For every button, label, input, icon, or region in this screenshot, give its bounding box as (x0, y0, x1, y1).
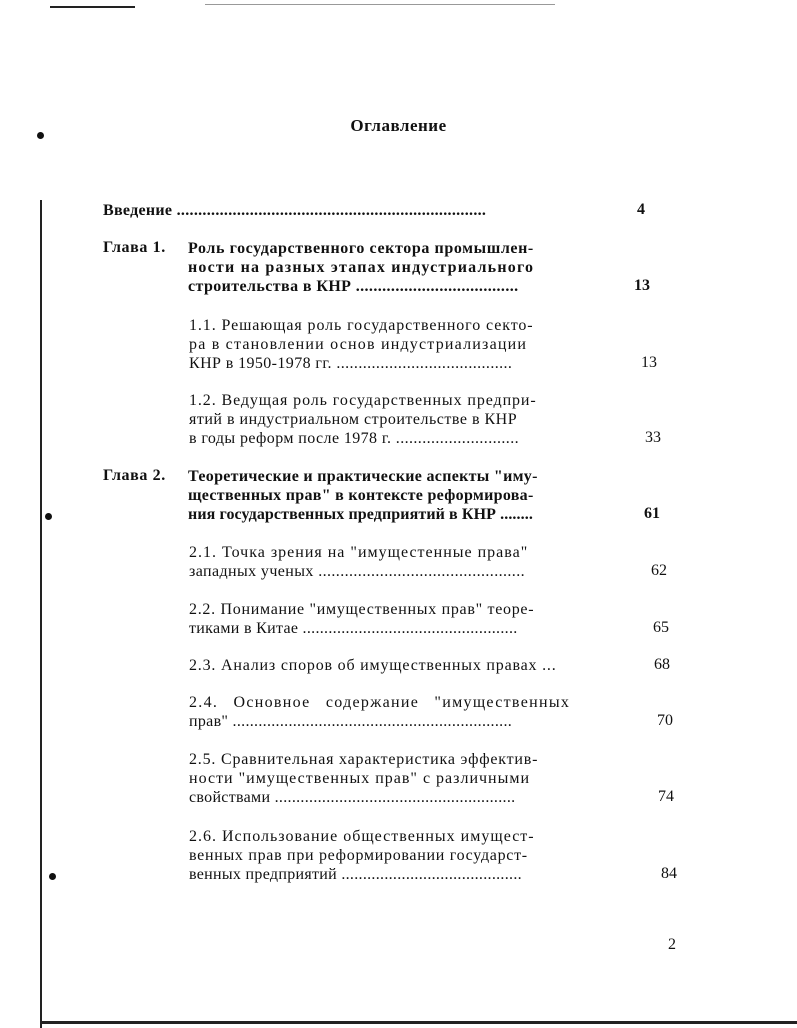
toc-section-line: свойствами ........................................................ (189, 789, 516, 806)
scan-edge-bottom (40, 1021, 797, 1024)
toc-section-line: западных ученых ............................................... (189, 563, 525, 580)
toc-section-line: 2.3. Анализ споров об имущественных правах ... (189, 657, 557, 674)
toc-chapter-label: Глава 2. (103, 467, 166, 484)
toc-chapter-line: Теоретические и практические аспекты "иму- (188, 468, 538, 485)
toc-page-number: 70 (657, 712, 673, 729)
toc-page-number: 62 (651, 562, 667, 579)
toc-section-line: ности "имущественных прав" с различными (189, 770, 531, 787)
toc-section-line: венных прав при реформировании государст- (189, 847, 528, 864)
toc-section-line: 1.2. Ведущая роль государственных предпри- (189, 392, 537, 409)
toc-section-line: 1.1. Решающая роль государственного секто- (189, 317, 534, 334)
footer-page-number: 2 (668, 936, 676, 953)
toc-section-line: прав" ................................................................. (189, 713, 513, 730)
toc-page-number: 4 (637, 201, 645, 218)
toc-page-number: 61 (644, 505, 660, 522)
toc-chapter-line: строительства в КНР ..................................... (188, 278, 519, 295)
toc-page-number: 84 (661, 865, 677, 882)
toc-section-line: 2.5. Сравнительная характеристика эффектив- (189, 751, 539, 768)
toc-chapter-label: Глава 1. (103, 239, 166, 256)
toc-section-line: КНР в 1950-1978 гг. ........................................ (189, 355, 513, 372)
toc-page-number: 65 (653, 619, 669, 636)
toc-section-line: ятий в индустриальном строительстве в КНР (189, 411, 518, 428)
toc-section-line: 2.1. Точка зрения на "имущестенные права" (189, 544, 529, 561)
scan-edge-top (50, 6, 135, 8)
toc-section-line: венных предприятий .......................................... (189, 866, 522, 883)
scan-edge-top-2 (205, 4, 555, 5)
toc-page-number: 13 (634, 277, 650, 294)
toc-page-number: 13 (641, 354, 657, 371)
toc-chapter-line: ности на разных этапах индустриального (188, 259, 535, 276)
toc-section-line: в годы реформ после 1978 г. ............................ (189, 430, 520, 447)
toc-chapter-line: ния государственных предприятий в КНР ........ (188, 506, 533, 523)
toc-chapter-line: щественных прав" в контексте реформирова- (188, 487, 534, 504)
toc-page-number: 74 (658, 788, 674, 805)
toc-section-line: ра в становлении основ индустриализации (189, 336, 528, 353)
scan-edge-left (40, 200, 42, 1028)
punch-hole-mark (49, 873, 56, 880)
page-title: Оглавление (350, 116, 447, 135)
toc-section-line: 2.4. Основное содержание "имущественных (189, 694, 571, 711)
toc-section-line: 2.6. Использование общественных имущест- (189, 828, 535, 845)
toc-page-number: 68 (654, 656, 670, 673)
toc-page-number: 33 (645, 429, 661, 446)
toc-section-line: 2.2. Понимание "имущественных прав" теоре- (189, 601, 535, 618)
toc-chapter-line: Роль государственного сектора промышлен- (188, 240, 534, 257)
toc-entry-introduction: Введение ........................................................................ (103, 202, 487, 219)
punch-hole-mark (45, 513, 52, 520)
toc-section-line: тиками в Китае .................................................. (189, 620, 518, 637)
